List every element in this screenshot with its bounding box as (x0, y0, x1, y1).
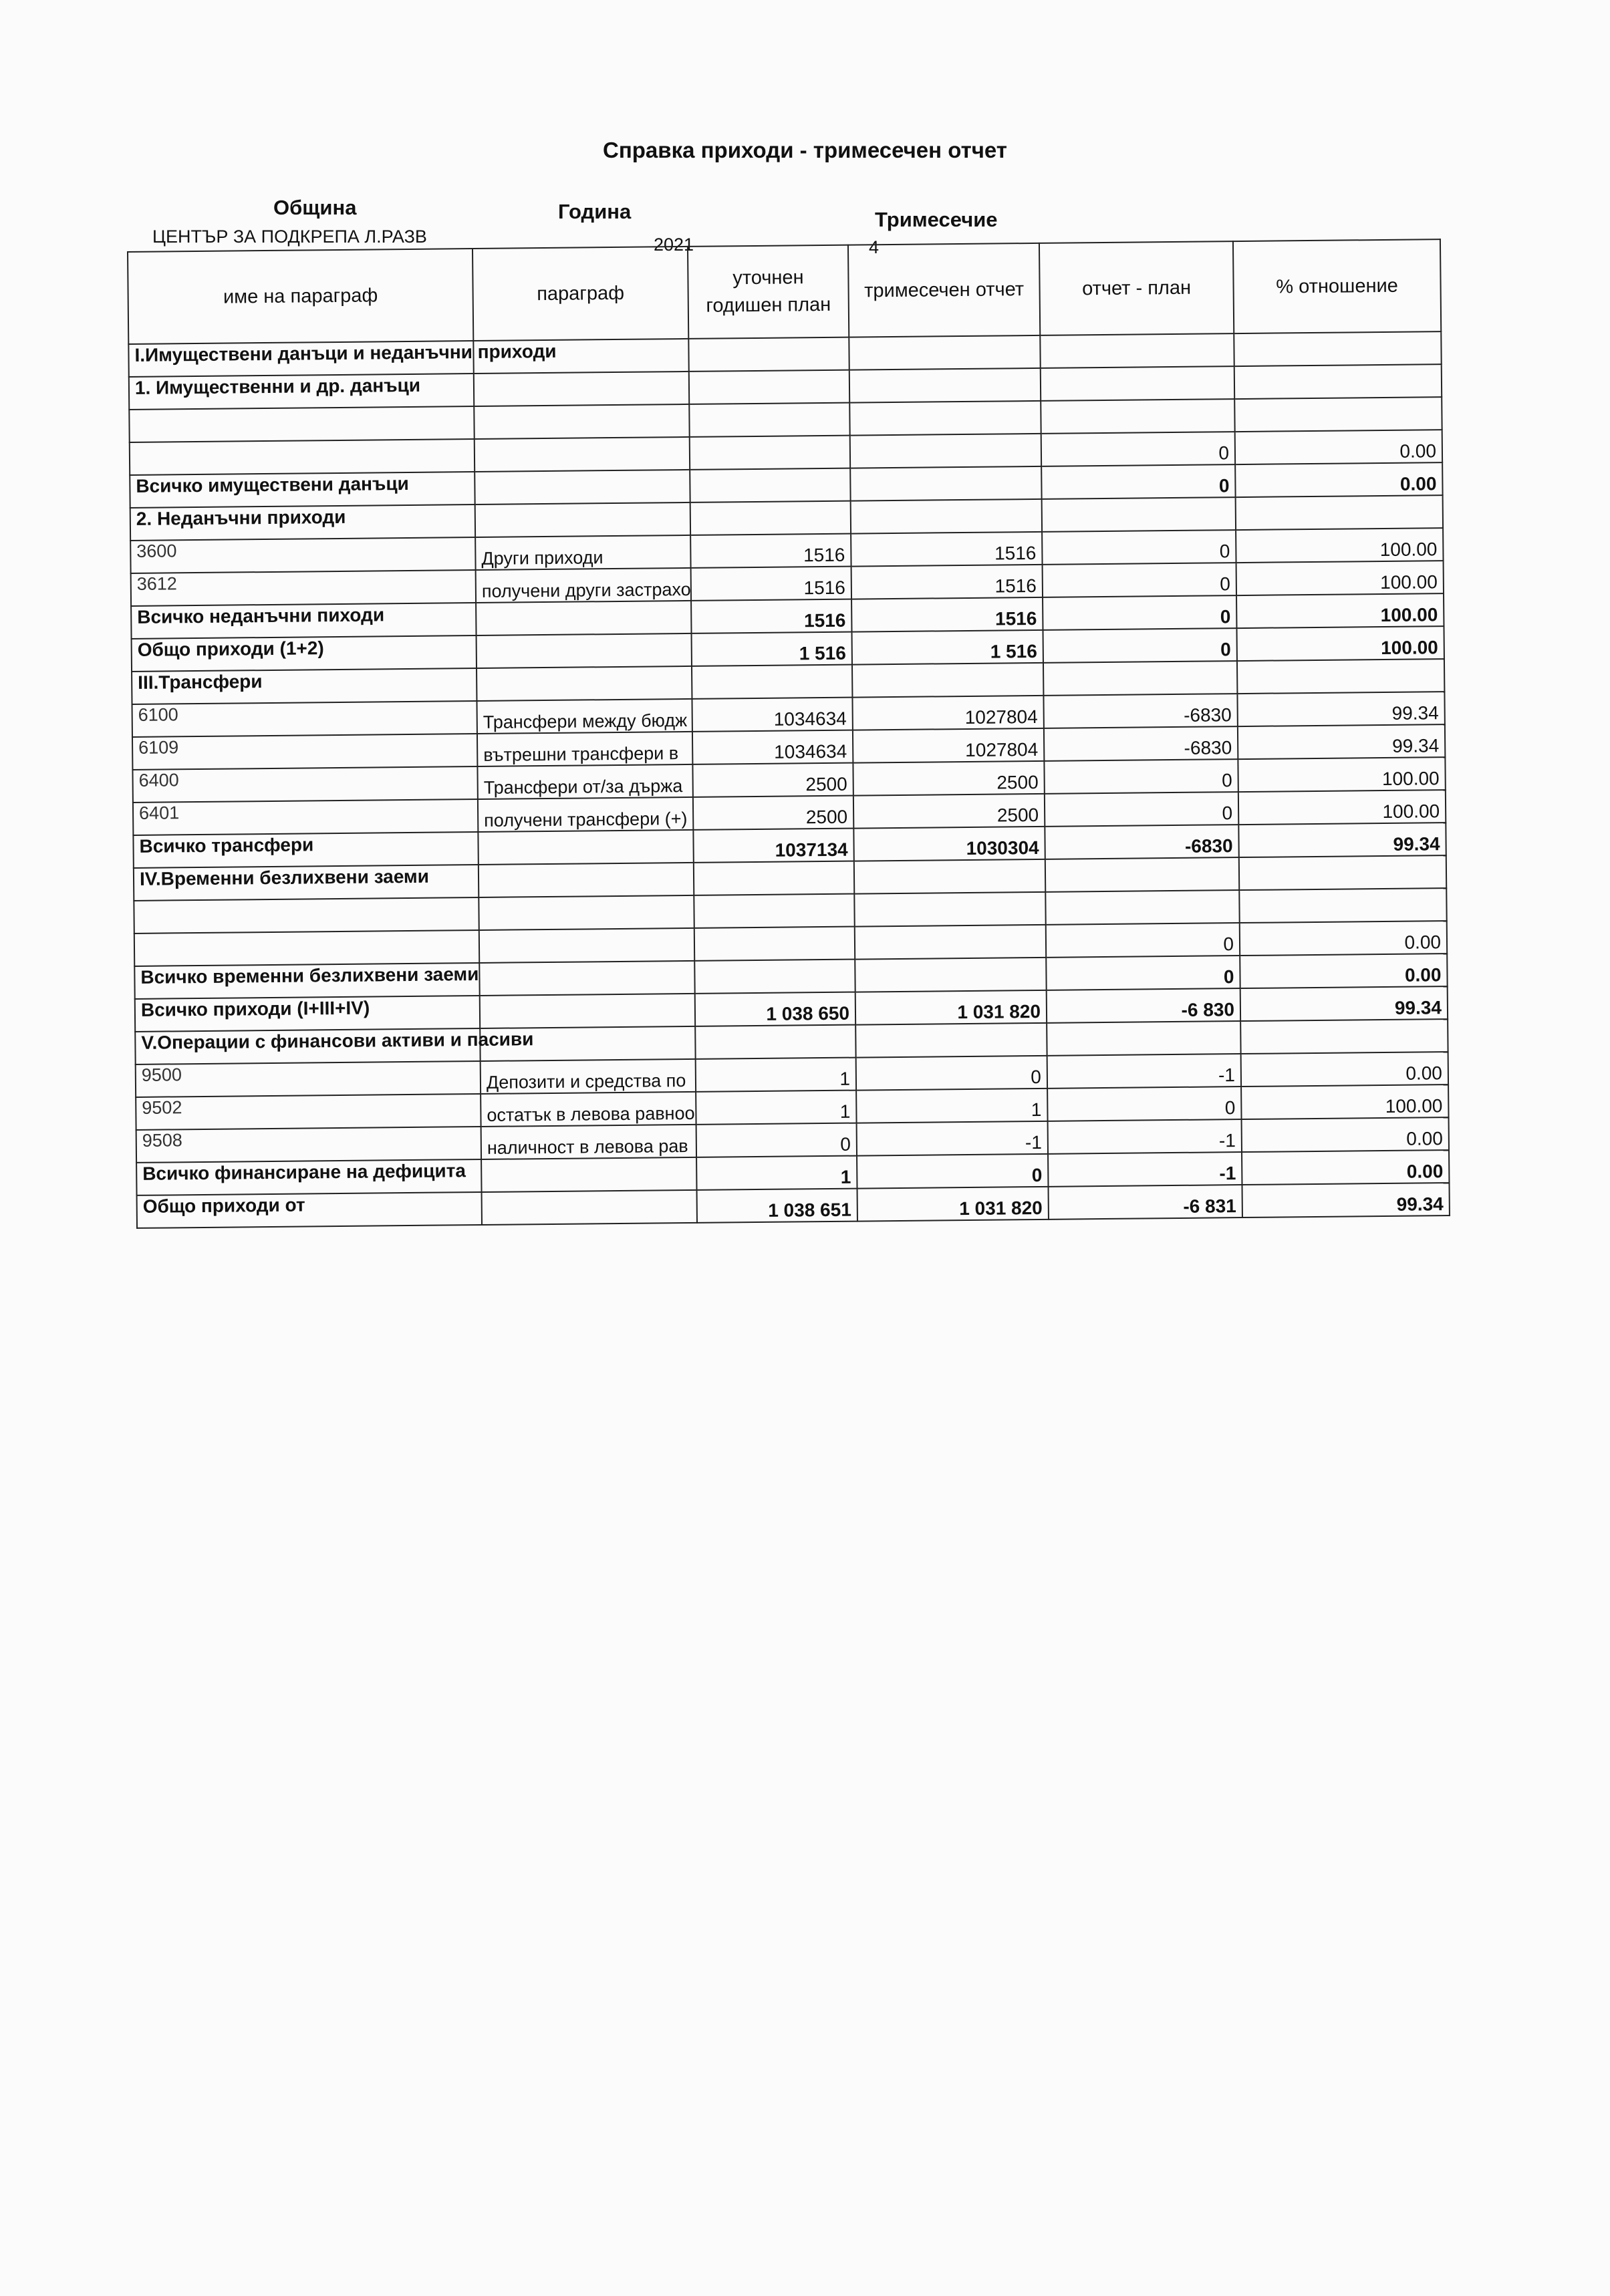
cell-paragraph-name: I.Имуществени данъци и неданъчни приходи (128, 341, 473, 377)
cell-percent-ratio (1234, 331, 1441, 366)
cell-report-minus-plan: 0 (1043, 628, 1237, 663)
cell-paragraph-name: Всичко приходи (I+III+IV) (135, 996, 480, 1032)
cell-paragraph-name: Всичко имуществени данъци (130, 472, 475, 508)
cell-annual-plan: 1 038 650 (695, 992, 855, 1026)
cell-quarterly-report: 2500 (853, 761, 1044, 796)
cell-report-minus-plan: -6 831 (1049, 1185, 1242, 1219)
cell-annual-plan (694, 960, 855, 994)
cell-paragraph (475, 503, 690, 537)
cell-paragraph (480, 994, 695, 1028)
cell-paragraph-name: Общо приходи от (137, 1192, 482, 1228)
cell-quarterly-report: 1027804 (853, 728, 1044, 763)
cell-paragraph-name: III.Трансфери (132, 668, 477, 704)
cell-quarterly-report (849, 368, 1041, 403)
cell-quarterly-report (852, 663, 1043, 698)
cell-paragraph-name: 9502 (136, 1094, 481, 1130)
cell-paragraph-name (130, 439, 475, 475)
cell-annual-plan: 1 (696, 1156, 857, 1190)
cell-quarterly-report: 1516 (851, 597, 1043, 632)
cell-percent-ratio: 99.34 (1242, 1183, 1449, 1217)
cell-percent-ratio: 0.00 (1242, 1150, 1449, 1185)
cell-percent-ratio: 0.00 (1235, 430, 1442, 464)
cell-paragraph (477, 666, 692, 701)
cell-report-minus-plan: 0 (1043, 563, 1236, 597)
cell-paragraph: получени трансфери (+) (478, 797, 693, 832)
cell-percent-ratio: 100.00 (1236, 626, 1444, 661)
cell-paragraph (479, 895, 694, 930)
cell-quarterly-report: 1 031 820 (857, 1187, 1049, 1222)
cell-report-minus-plan: 0 (1045, 792, 1238, 827)
cell-paragraph-name: Всичко трансфери (133, 832, 478, 868)
cell-paragraph (475, 437, 690, 472)
table-header-row (128, 239, 1441, 344)
cell-paragraph (478, 830, 693, 865)
cell-annual-plan: 2500 (692, 763, 853, 797)
cell-annual-plan (690, 436, 850, 470)
cell-paragraph (477, 633, 692, 668)
cell-report-minus-plan: -1 (1048, 1119, 1242, 1154)
cell-paragraph: Трансфери между бюдж (477, 699, 692, 734)
cell-report-minus-plan: -6 830 (1047, 988, 1240, 1023)
cell-report-minus-plan: -6830 (1044, 726, 1238, 761)
cell-report-minus-plan: 0 (1047, 1087, 1241, 1121)
cell-quarterly-report (854, 859, 1045, 894)
cell-report-minus-plan (1047, 1021, 1240, 1056)
cell-paragraph: остатък в левова равноо (481, 1092, 696, 1127)
cell-report-minus-plan: -6830 (1045, 825, 1238, 859)
cell-percent-ratio: 100.00 (1236, 561, 1444, 595)
cell-paragraph-name (129, 406, 474, 442)
cell-paragraph (482, 1190, 697, 1225)
cell-paragraph-name: 9508 (136, 1127, 481, 1163)
cell-percent-ratio: 99.34 (1238, 823, 1446, 857)
cell-report-minus-plan: 0 (1041, 464, 1235, 499)
cell-paragraph-name: V.Операции с финансови активи и пасиви (135, 1028, 480, 1064)
header-paragraph-name: име на параграф (128, 249, 473, 344)
cell-report-minus-plan (1041, 366, 1234, 401)
header-paragraph: параграф (473, 247, 688, 341)
cell-percent-ratio: 0.00 (1240, 921, 1447, 956)
cell-paragraph (479, 863, 694, 897)
cell-quarterly-report (851, 499, 1042, 534)
cell-annual-plan: 1516 (690, 534, 851, 568)
report-sheet (127, 239, 1448, 1221)
cell-annual-plan: 2500 (693, 796, 853, 830)
cell-annual-plan (694, 927, 855, 961)
cell-report-minus-plan: 0 (1044, 759, 1238, 794)
municipality-value: ЦЕНТЪР ЗА ПОДКРЕПА Л.РАЗВ (152, 227, 427, 247)
cell-annual-plan: 1034634 (692, 730, 853, 764)
cell-annual-plan: 0 (696, 1123, 857, 1157)
cell-annual-plan (692, 665, 852, 699)
cell-quarterly-report (850, 466, 1041, 501)
cell-percent-ratio: 0.00 (1240, 954, 1447, 988)
cell-percent-ratio: 99.34 (1240, 986, 1448, 1021)
cell-annual-plan: 1 (696, 1058, 856, 1092)
cell-quarterly-report (854, 892, 1045, 927)
cell-paragraph-name (134, 897, 479, 934)
cell-quarterly-report: 1 031 820 (855, 990, 1047, 1025)
cell-quarterly-report: 2500 (853, 794, 1045, 829)
cell-paragraph (475, 470, 690, 505)
cell-paragraph: вътрешни трансфери в (477, 732, 692, 766)
cell-quarterly-report: 1 516 (852, 630, 1043, 665)
cell-quarterly-report: 1030304 (853, 827, 1045, 861)
cell-paragraph: Трансфери от/за държа (477, 764, 692, 799)
cell-annual-plan (695, 1025, 855, 1059)
cell-report-minus-plan: 0 (1041, 432, 1235, 466)
cell-paragraph-name (134, 930, 479, 966)
cell-report-minus-plan: 0 (1042, 530, 1236, 565)
cell-annual-plan: 1 516 (692, 632, 852, 666)
cell-quarterly-report (850, 434, 1041, 468)
cell-paragraph-name: 3600 (130, 537, 475, 573)
cell-report-minus-plan (1043, 661, 1237, 696)
revenue-table (127, 239, 1450, 1229)
cell-paragraph-name: Общо приходи (1+2) (132, 635, 477, 672)
cell-percent-ratio: 100.00 (1241, 1085, 1448, 1119)
cell-percent-ratio (1234, 364, 1442, 399)
cell-report-minus-plan: -1 (1048, 1152, 1242, 1187)
cell-percent-ratio (1236, 495, 1443, 530)
cell-paragraph (481, 1157, 696, 1192)
cell-annual-plan (690, 468, 850, 503)
header-quarterly-report: тримесечен отчет (848, 243, 1040, 337)
cell-annual-plan: 1516 (691, 599, 851, 633)
quarter-value: 4 (869, 237, 880, 257)
header-annual-plan: уточнен годишен план (688, 245, 849, 339)
cell-paragraph: Други приходи (475, 535, 690, 570)
cell-paragraph: получени други застрахо (476, 568, 691, 603)
year-label: Година (558, 200, 632, 223)
report-title: Справка приходи - тримесечен отчет (603, 138, 1007, 162)
cell-annual-plan: 1037134 (693, 829, 853, 863)
cell-paragraph-name: Всичко временни безлихвени заеми (134, 963, 479, 999)
cell-report-minus-plan: 0 (1046, 923, 1240, 958)
municipality-label: Община (273, 196, 357, 219)
header-report-minus-plan: отчет - план (1039, 241, 1234, 335)
year-value: 2021 (654, 235, 694, 255)
cell-annual-plan (694, 861, 854, 895)
cell-percent-ratio (1237, 659, 1444, 694)
cell-paragraph-name: 6401 (133, 799, 478, 835)
cell-paragraph: Депозити и средства по (481, 1059, 696, 1094)
cell-annual-plan (690, 501, 851, 535)
cell-paragraph (479, 961, 694, 996)
cell-annual-plan: 1516 (691, 567, 851, 601)
cell-paragraph (479, 928, 694, 963)
cell-percent-ratio: 100.00 (1238, 790, 1446, 825)
cell-paragraph-name: IV.Временни безлихвени заеми (134, 865, 479, 901)
header-percent-ratio: % отношение (1233, 239, 1441, 333)
cell-quarterly-report (855, 1023, 1047, 1058)
cell-report-minus-plan: 0 (1046, 956, 1240, 990)
cell-percent-ratio: 100.00 (1238, 757, 1445, 792)
cell-percent-ratio (1240, 1019, 1448, 1054)
quarter-label: Тримесечие (875, 208, 998, 231)
cell-quarterly-report (855, 925, 1046, 960)
cell-annual-plan: 1 038 651 (697, 1189, 857, 1223)
cell-report-minus-plan (1041, 399, 1234, 434)
cell-quarterly-report: 0 (857, 1154, 1048, 1189)
cell-report-minus-plan: -6830 (1043, 694, 1237, 728)
cell-quarterly-report: -1 (857, 1121, 1048, 1156)
cell-annual-plan (688, 337, 849, 372)
cell-annual-plan (689, 403, 849, 437)
cell-percent-ratio: 99.34 (1237, 692, 1444, 726)
cell-quarterly-report: 1516 (851, 532, 1042, 567)
cell-paragraph-name: 6400 (132, 766, 477, 803)
cell-paragraph (474, 404, 689, 439)
cell-percent-ratio: 99.34 (1238, 724, 1445, 759)
cell-paragraph-name: 9500 (136, 1061, 481, 1097)
cell-percent-ratio (1239, 855, 1446, 890)
cell-annual-plan (694, 894, 854, 928)
cell-quarterly-report (849, 401, 1041, 436)
cell-paragraph (476, 601, 691, 635)
cell-percent-ratio (1239, 888, 1446, 923)
cell-percent-ratio: 0.00 (1235, 462, 1442, 497)
cell-report-minus-plan (1045, 857, 1239, 892)
cell-report-minus-plan (1045, 890, 1239, 925)
cell-percent-ratio: 0.00 (1241, 1052, 1448, 1087)
cell-annual-plan (689, 370, 849, 404)
cell-paragraph-name: 6100 (132, 701, 477, 737)
cell-annual-plan: 1 (696, 1091, 856, 1125)
cell-paragraph-name: 1. Имущественни и др. данъци (129, 374, 474, 410)
cell-percent-ratio: 100.00 (1236, 593, 1444, 628)
cell-paragraph-name: 2. Неданъчни приходи (130, 505, 475, 541)
cell-report-minus-plan: 0 (1043, 595, 1236, 630)
cell-percent-ratio: 0.00 (1242, 1117, 1449, 1152)
cell-quarterly-report: 1027804 (852, 696, 1043, 730)
cell-percent-ratio: 100.00 (1236, 528, 1443, 563)
cell-paragraph-name: Всичко неданъчни пиходи (131, 603, 476, 639)
cell-quarterly-report: 1516 (851, 565, 1043, 599)
cell-report-minus-plan (1040, 333, 1234, 368)
cell-quarterly-report: 1 (856, 1089, 1047, 1123)
cell-paragraph: наличност в левова рав (481, 1125, 696, 1159)
cell-paragraph (474, 372, 689, 406)
cell-report-minus-plan (1042, 497, 1236, 532)
cell-paragraph-name: Всичко финансиране на дефицита (136, 1159, 481, 1195)
cell-annual-plan: 1034634 (692, 698, 852, 732)
cell-paragraph-name: 3612 (131, 570, 476, 606)
cell-quarterly-report (855, 958, 1046, 992)
cell-quarterly-report: 0 (856, 1056, 1047, 1091)
cell-percent-ratio (1234, 397, 1442, 432)
cell-quarterly-report (849, 335, 1040, 370)
cell-paragraph-name: 6109 (132, 734, 477, 770)
cell-report-minus-plan: -1 (1047, 1054, 1241, 1089)
